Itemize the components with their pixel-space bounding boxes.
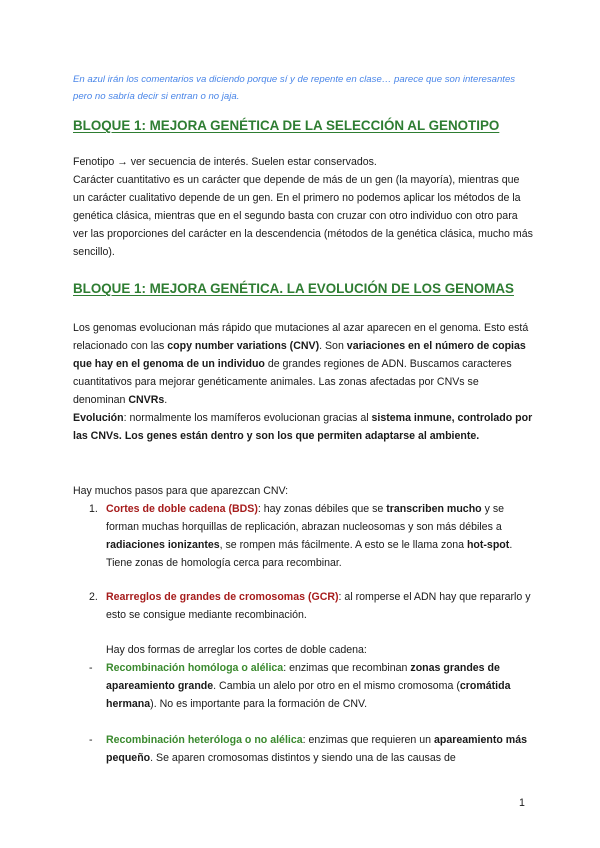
bold-term: hot-spot bbox=[466, 539, 510, 551]
text-run: . Cambia un alelo por otro en el mismo cromosoma ( bbox=[213, 680, 460, 692]
list-marker: 1. bbox=[89, 503, 98, 515]
bold-term: CNVRs bbox=[128, 394, 165, 406]
text-run: Los genomas evolucionan más rápido que mutaciones al azar aparecen en el genoma. Esto está relacionado con las bbox=[73, 322, 529, 352]
list-marker: 2. bbox=[89, 591, 98, 603]
paragraph-fenotipo bbox=[73, 153, 533, 261]
bold-term: copy number variations (CNV) bbox=[167, 340, 320, 352]
paragraph-line: Carácter cuantitativo es un carácter que depende de más de un gen (la mayoría), mientras que un carácter cualitativo depende de un gen. En el primero no podemos aplicar los métodos de la genética clásica, mientras que en el segundo basta con cruzar con otro individuo con otro para ver las proporciones del carácter en la descendencia (métodos de la genética clásica, mucho más sencillo). bbox=[73, 174, 533, 258]
paragraph-genomas bbox=[73, 319, 533, 445]
text-run: : normalmente los mamíferos evolucionan gracias al bbox=[123, 412, 372, 424]
bold-term: Evolución bbox=[73, 412, 124, 424]
text-run: . Se aparen cromosomas distintos y siendo una de las causas de bbox=[150, 752, 456, 764]
text-run: , se rompen más fácilmente. A esto se le llama zona bbox=[219, 539, 467, 551]
section-heading-1: BLOQUE 1: MEJORA GENÉTICA DE LA SELECCIÓN AL GENOTIPO bbox=[73, 118, 500, 133]
bold-term: sistema inmune, controlado por las CNVs. Los genes están dentro y son los que permiten adaptarse al ambiente. bbox=[73, 412, 533, 442]
bold-term: transcriben mucho bbox=[386, 503, 482, 515]
bold-term: apareamiento más pequeño bbox=[106, 734, 527, 764]
list-item-homologa bbox=[106, 659, 531, 713]
text-run: . Tiene zonas de homología cerca para recombinar. bbox=[106, 539, 513, 569]
item-title: Recombinación homóloga o alélica bbox=[106, 662, 284, 674]
list-marker: - bbox=[89, 662, 93, 674]
text-run: . bbox=[164, 394, 168, 406]
list-marker: - bbox=[89, 734, 93, 746]
text-run: . Son bbox=[319, 340, 347, 352]
text-run: : hay zonas débiles que se bbox=[257, 503, 387, 515]
page-number: 1 bbox=[519, 797, 525, 809]
list-item-gcr bbox=[106, 588, 531, 624]
bold-term: variaciones en el número de copias que hay en el genoma de un individuo bbox=[73, 340, 526, 370]
paragraph-pasos: Hay muchos pasos para que aparezcan CNV: bbox=[73, 485, 289, 497]
text-run: : al romperse el ADN hay que repararlo y esto se consigue mediante recombinación. bbox=[106, 591, 531, 621]
item-title: Recombinación heteróloga o no alélica bbox=[106, 734, 303, 746]
text-run: : enzimas que requieren un bbox=[302, 734, 434, 746]
item-title: Rearreglos de grandes de cromosomas (GCR) bbox=[106, 591, 339, 603]
paragraph-line: Fenotipo → ver secuencia de interés. Suelen estar conservados. bbox=[73, 156, 377, 168]
text-run: y se forman muchas horquillas de replicación, abrazan nucleosomas y son más débiles a bbox=[106, 503, 505, 533]
bold-term: zonas grandes de apareamiento grande bbox=[106, 662, 500, 692]
item-title: Cortes de doble cadena (BDS) bbox=[106, 503, 258, 515]
section-heading-2: BLOQUE 1: MEJORA GENÉTICA. LA EVOLUCIÓN DE LOS GENOMAS bbox=[73, 281, 514, 296]
text-run: : enzimas que recombinan bbox=[283, 662, 411, 674]
bold-term: cromátida hermana bbox=[106, 680, 511, 710]
bold-term: radiaciones ionizantes bbox=[106, 539, 220, 551]
blue-comment-note: En azul irán los comentarios va diciendo porque sí y de repente en clase… parece que son interesantes pero no sabría decir si entran o no jaja. bbox=[73, 74, 516, 102]
paragraph-formas: Hay dos formas de arreglar los cortes de doble cadena: bbox=[106, 644, 367, 656]
text-run: ). No es importante para la formación de CNV. bbox=[150, 698, 368, 710]
text-run: de grandes regiones de ADN. Buscamos caracteres cuantitativos para mejorar genéticamente animales. Las zonas afectadas por CNVs se denominan bbox=[73, 358, 512, 406]
list-item-heterologa bbox=[106, 731, 531, 767]
list-item-bds bbox=[106, 500, 531, 572]
